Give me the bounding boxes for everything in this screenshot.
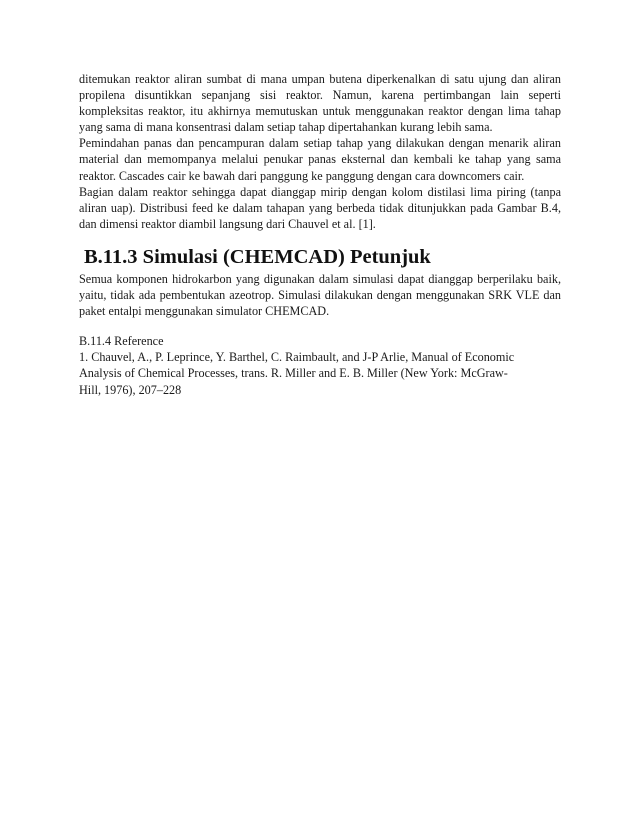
text-line: dan dimensi reaktor diambil langsung dari Chauvel et al. [1]. bbox=[79, 216, 376, 231]
paragraph-gap bbox=[79, 319, 561, 333]
page-content bbox=[79, 71, 561, 398]
text-line: Bagian dalam reaktor sehingga dapat dianggap mirip dengan kolom distilasi lima piring (tanpa bbox=[79, 184, 561, 199]
text-line: propilena disuntikkan sepanjang sisi reaktor. Namun, karena pertimbangan lain seperti bbox=[79, 88, 561, 103]
reference-line: Analysis of Chemical Processes, trans. R. Miller and E. B. Miller (New York: McGraw- bbox=[79, 366, 508, 381]
text-line: paket entalpi menggunakan simulator CHEMCAD. bbox=[79, 304, 330, 319]
body-paragraph-1 bbox=[79, 71, 561, 232]
text-line: Pemindahan panas dan pencampuran dalam setiap tahap yang dilakukan dengan menarik aliran bbox=[79, 136, 561, 151]
text-line: material dan memompanya melalui penukar panas eksternal dan kembali ke tahap yang sama bbox=[79, 152, 561, 167]
text-line: yang sama di mana konsentrasi dalam setiap tahap dipertahankan kurang lebih sama. bbox=[79, 120, 493, 135]
text-line: ditemukan reaktor aliran sumbat di mana umpan butena diperkenalkan di satu ujung dan aliran bbox=[79, 72, 561, 86]
text-line: kompleksitas reaktor, itu akhirnya memutuskan untuk menggunakan reaktor dengan lima tahap bbox=[79, 104, 561, 119]
body-paragraph-2 bbox=[79, 271, 561, 319]
text-line: aliran uap). Distribusi feed ke dalam tahapan yang berbeda tidak ditunjukkan pada Gambar B.4, bbox=[79, 200, 561, 215]
reference-heading: B.11.4 Reference bbox=[79, 334, 164, 349]
section-heading: B.11.3 Simulasi (CHEMCAD) Petunjuk bbox=[84, 245, 431, 268]
reference-line: 1. Chauvel, A., P. Leprince, Y. Barthel, C. Raimbault, and J-P Arlie, Manual of Economic bbox=[79, 350, 515, 365]
reference-line: Hill, 1976), 207–228 bbox=[79, 382, 182, 397]
text-line: Semua komponen hidrokarbon yang digunakan dalam simulasi dapat dianggap berperilaku baik, bbox=[79, 271, 561, 286]
text-line: reaktor. Cascades cair ke bawah dari panggung ke panggung dengan cara downcomers cair. bbox=[79, 168, 525, 183]
text-line: yaitu, tidak ada pembentukan azeotrop. Simulasi dilakukan dengan menggunakan SRK VLE dan bbox=[79, 288, 561, 303]
reference-section bbox=[79, 333, 561, 397]
